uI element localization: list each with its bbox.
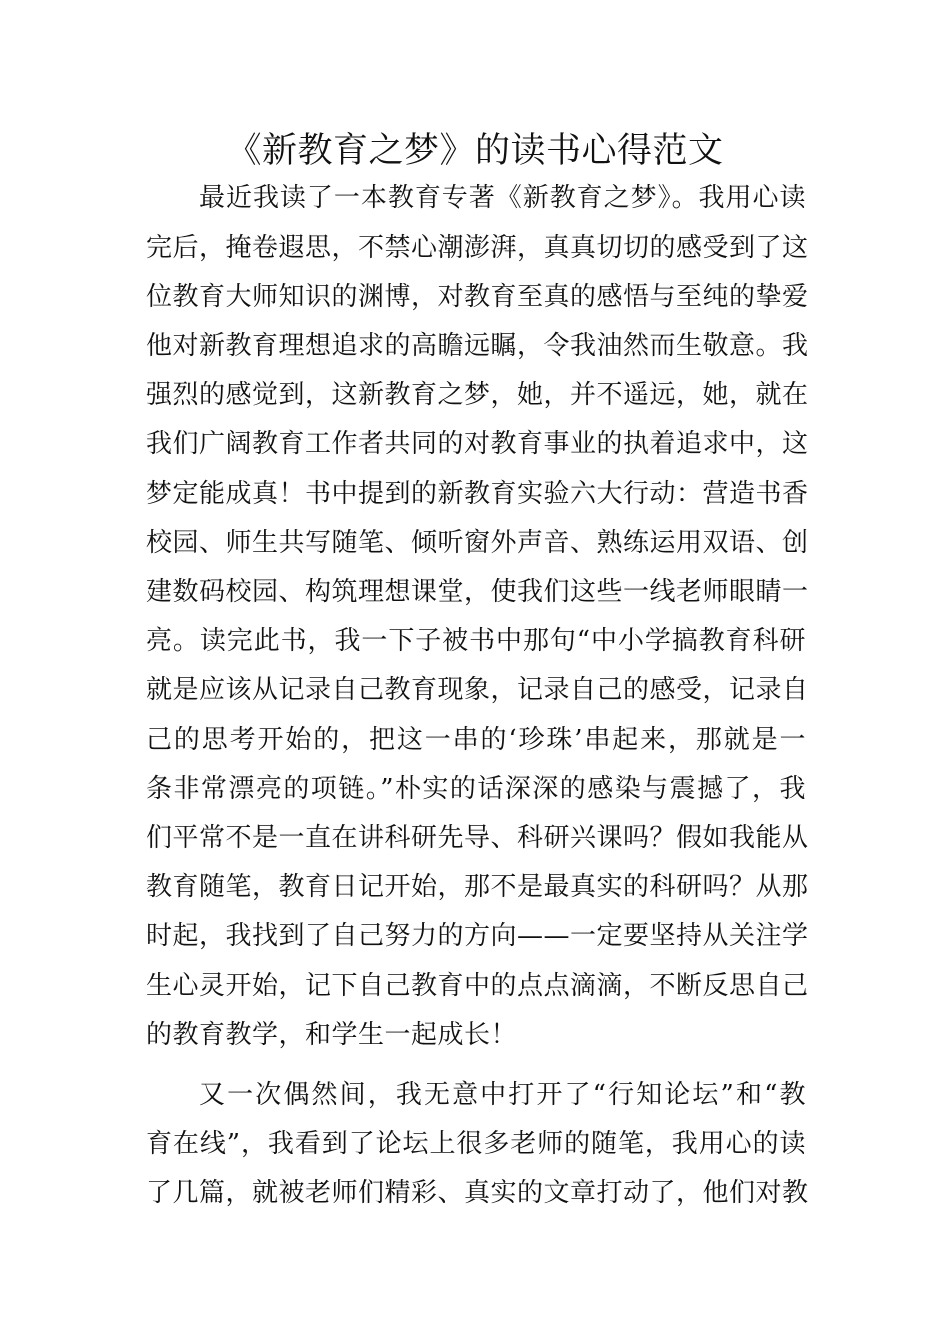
paragraph-1-line: 教育随笔，教育日记开始，那不是最真实的科研吗？从那 <box>146 872 809 902</box>
paragraph-1-line: 亮。读完此书，我一下子被书中那句“中小学搞教育科研 <box>146 626 806 656</box>
paragraph-1-line: 建数码校园、构筑理想课堂，使我们这些一线老师眼睛一 <box>146 577 809 607</box>
paragraph-1-line: 条非常漂亮的项链。”朴实的话深深的感染与震撼了，我 <box>146 774 806 804</box>
paragraph-1-line: 完后，掩卷遐思，不禁心潮澎湃，真真切切的感受到了这 <box>146 233 809 263</box>
paragraph-2-line: 了几篇，就被老师们精彩、真实的文章打动了，他们对教 <box>146 1178 809 1208</box>
paragraph-1-line: 时起，我找到了自己努力的方向——一定要坚持从关注学 <box>146 921 809 951</box>
paragraph-1-line: 位教育大师知识的渊博，对教育至真的感悟与至纯的挚爱 <box>146 282 809 312</box>
paragraph-1-line: 他对新教育理想追求的高瞻远瞩，令我油然而生敬意。我 <box>146 331 809 361</box>
paragraph-1-line: 的教育教学，和学生一起成长！ <box>146 1020 518 1050</box>
paragraph-1-line: 就是应该从记录自己教育现象，记录自己的感受，记录自 <box>146 675 809 705</box>
paragraph-1-line: 强烈的感觉到，这新教育之梦，她，并不遥远，她，就在 <box>146 380 809 410</box>
document-title: 《新教育之梦》的读书心得范文 <box>226 131 724 171</box>
paragraph-1-line: 己的思考开始的，把这一串的‘珍珠’串起来，那就是一 <box>146 725 806 755</box>
paragraph-1-line: 们平常不是一直在讲科研先导、科研兴课吗？假如我能从 <box>146 823 809 853</box>
paragraph-1-line: 生心灵开始，记下自己教育中的点点滴滴，不断反思自己 <box>146 971 809 1001</box>
paragraph-2-line: 育在线”，我看到了论坛上很多老师的随笔，我用心的读 <box>146 1129 806 1159</box>
paragraph-2-line: 又一次偶然间，我无意中打开了“行知论坛”和“教 <box>199 1080 806 1110</box>
paragraph-1-line: 校园、师生共写随笔、倾听窗外声音、熟练运用双语、创 <box>146 528 809 558</box>
paragraph-1-line: 我们广阔教育工作者共同的对教育事业的执着追求中，这 <box>146 429 809 459</box>
paragraph-1-line: 梦定能成真！书中提到的新教育实验六大行动：营造书香 <box>146 479 809 509</box>
paragraph-1-line: 最近我读了一本教育专著《新教育之梦》。我用心读 <box>199 183 806 213</box>
